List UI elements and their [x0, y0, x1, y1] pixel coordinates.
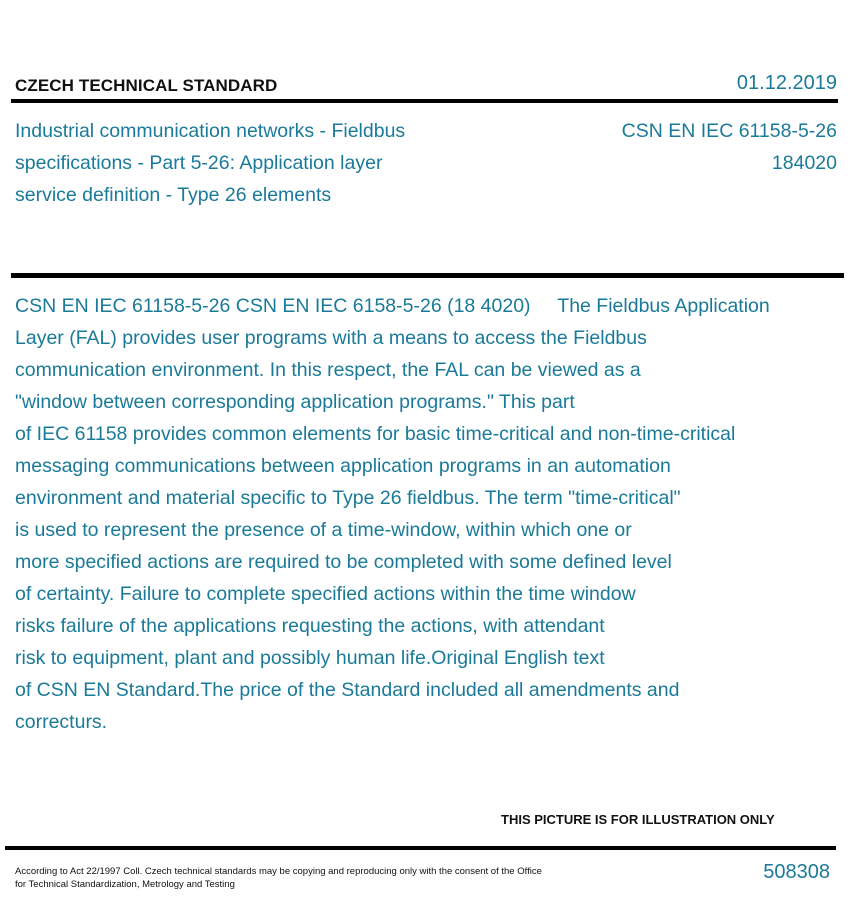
- standard-class-number: 184020: [771, 152, 837, 174]
- standard-title: [15, 115, 485, 211]
- section-rule: [11, 273, 844, 278]
- abstract-line: Layer (FAL) provides user programs with a means to access the Fieldbus: [15, 327, 647, 349]
- footer-legal-notice: [15, 865, 542, 891]
- abstract-line: of CSN EN Standard.The price of the Standard included all amendments and: [15, 679, 680, 701]
- abstract-line: of IEC 61158 provides common elements for basic time-critical and non-time-critical: [15, 423, 736, 445]
- abstract-line: risks failure of the applications requesting the actions, with attendant: [15, 615, 605, 637]
- footer-legal-line: for Technical Standardization, Metrology and Testing: [15, 879, 235, 890]
- header-rule: [11, 99, 838, 103]
- abstract-line: is used to represent the presence of a time-window, within which one or: [15, 519, 632, 541]
- illustration-note: THIS PICTURE IS FOR ILLUSTRATION ONLY: [501, 812, 775, 827]
- abstract-line: CSN EN IEC 61158-5-26 CSN EN IEC 6158-5-26 (18 4020) The Fieldbus Application: [15, 295, 770, 317]
- header-title: CZECH TECHNICAL STANDARD: [15, 76, 278, 95]
- footer-rule: [5, 846, 836, 850]
- header-date: 01.12.2019: [736, 72, 837, 94]
- abstract-line: correcturs.: [15, 711, 108, 733]
- abstract-line: more specified actions are required to be completed with some defined level: [15, 551, 672, 573]
- abstract-line: risk to equipment, plant and possibly human life.Original English text: [15, 647, 605, 669]
- abstract-line: messaging communications between application programs in an automation: [15, 455, 671, 477]
- abstract-line: of certainty. Failure to complete specified actions within the time window: [15, 583, 636, 605]
- footer-legal-line: According to Act 22/1997 Coll. Czech technical standards may be copying and reproducing only with the consent of the Office: [15, 866, 542, 877]
- abstract-line: communication environment. In this respect, the FAL can be viewed as a: [15, 359, 641, 381]
- footer-number: 508308: [763, 861, 830, 883]
- standard-title-line: service definition - Type 26 elements: [15, 184, 332, 206]
- standard-code: CSN EN IEC 61158-5-26: [621, 120, 837, 142]
- abstract-line: environment and material specific to Type 26 fieldbus. The term "time-critical": [15, 487, 681, 509]
- standard-title-line: specifications - Part 5-26: Application layer: [15, 152, 383, 174]
- standard-title-line: Industrial communication networks - Fieldbus: [15, 120, 406, 142]
- standard-codes: [622, 115, 837, 179]
- abstract-text: [15, 290, 845, 738]
- abstract-line: "window between corresponding application programs." This part: [15, 391, 575, 413]
